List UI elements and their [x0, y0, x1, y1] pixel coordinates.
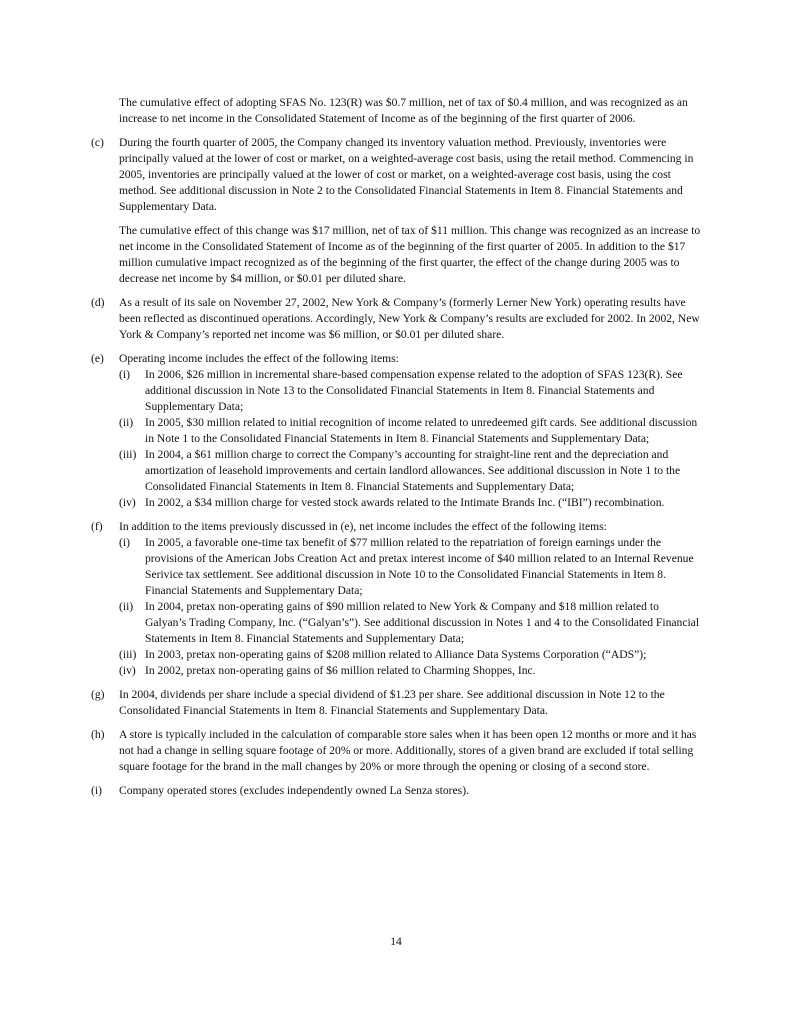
sub-item	[119, 367, 701, 415]
sub-item	[119, 599, 701, 647]
note-label: (g)	[91, 688, 105, 701]
note-text: The cumulative effect of this change was $17 million, net of tax of $11 million. This change was recognized as an increase to net income in the Consolidated Statement of Income as of the beginning of the first quarter of 2005. In addition to the $17 million cumulative impact recognized as of the beginning of the first quarter, the effect of the change during 2005 was to decrease net income by $4 million, or $0.01 per diluted share.	[119, 224, 701, 285]
sub-item-text: In 2003, pretax non-operating gains of $208 million related to Alliance Data Systems Corporation (“ADS”);	[145, 648, 647, 661]
sub-item-label: (iii)	[119, 448, 137, 461]
sub-item	[119, 663, 701, 679]
sub-item	[119, 447, 701, 495]
sub-item-text: In 2004, pretax non-operating gains of $90 million related to New York & Company and $18 million related to Galyan’s Trading Company, Inc. (“Galyan’s”). See additional discussion in Notes 1 and 4 to the Consolidated Financial Statements in Item 8. Financial Statements and Supplementary Data;	[145, 600, 700, 645]
sub-item-text: In 2005, $30 million related to initial recognition of income related to unredeemed gift cards. See additional discussion in Note 1 to the Consolidated Financial Statements in Item 8. Financial Statements and Supplementary Data;	[145, 416, 698, 445]
sub-item-text: In 2004, a $61 million charge to correct the Company’s accounting for straight-line rent and the depreciation and amortization of leasehold improvements and certain landlord allowances. See additional discussion in Note 1 to the Consolidated Financial Statements in Item 8. Financial Statements and Supplementary Data;	[145, 448, 681, 493]
sub-item	[119, 415, 701, 447]
note-e	[91, 351, 701, 511]
sub-item	[119, 535, 701, 599]
note-i	[91, 783, 701, 799]
sfas-123r-paragraph: The cumulative effect of adopting SFAS No. 123(R) was $0.7 million, net of tax of $0.4 million, and was recognized as an increase to net income in the Consolidated Statement of Income as of the beginning of the first quarter of 2006.	[119, 96, 688, 125]
sub-item	[119, 647, 701, 663]
note-label: (i)	[91, 784, 102, 797]
note-c	[91, 135, 701, 287]
sub-item-label: (ii)	[119, 416, 134, 429]
note-h	[91, 727, 701, 775]
page-number: 14	[390, 935, 402, 948]
note-label: (f)	[91, 520, 103, 533]
sub-item-text: In 2002, a $34 million charge for vested stock awards related to the Intimate Brands Inc. (“IBI”) recombination.	[145, 496, 665, 509]
note-text: As a result of its sale on November 27, 2002, New York & Company’s (formerly Lerner New York) operating results have been reflected as discontinued operations. Accordingly, New York & Company’s results are excluded for 2002. In 2002, New York & Company’s reported net income was $6 million, or $0.01 per diluted share.	[119, 296, 700, 341]
note-text: In addition to the items previously discussed in (e), net income includes the effect of the following items:	[119, 520, 607, 533]
sub-item-label: (iv)	[119, 664, 136, 677]
footnotes	[91, 95, 701, 799]
note-f	[91, 519, 701, 679]
note-text: Operating income includes the effect of the following items:	[119, 352, 399, 365]
note-label: (e)	[91, 352, 104, 365]
sub-item-label: (iii)	[119, 648, 137, 661]
sub-item-text: In 2005, a favorable one-time tax benefit of $77 million related to the repatriation of foreign earnings under the provisions of the American Jobs Creation Act and pretax interest income of $40 million related to an Internal Revenue Serivice tax settlement. See additional discussion in Note 10 to the Consolidated Financial Statements in Item 8. Financial Statements and Supplementary Data;	[145, 536, 694, 597]
sub-item	[119, 495, 701, 511]
note-label: (h)	[91, 728, 105, 741]
sub-item-label: (i)	[119, 368, 130, 381]
sub-item-label: (ii)	[119, 600, 134, 613]
sub-item-label: (i)	[119, 536, 130, 549]
note-text: In 2004, dividends per share include a special dividend of $1.23 per share. See additional discussion in Note 12 to the Consolidated Financial Statements in Item 8. Financial Statements and Supplementary Data.	[119, 688, 665, 717]
sub-item-text: In 2002, pretax non-operating gains of $6 million related to Charming Shoppes, Inc.	[145, 664, 536, 677]
note-label: (d)	[91, 296, 105, 309]
note-d	[91, 295, 701, 343]
sub-item-label: (iv)	[119, 496, 136, 509]
note-text: Company operated stores (excludes independently owned La Senza stores).	[119, 784, 469, 797]
note-g	[91, 687, 701, 719]
note-label: (c)	[91, 136, 104, 149]
sub-item-text: In 2006, $26 million in incremental share-based compensation expense related to the adoption of SFAS 123(R). See additional discussion in Note 13 to the Consolidated Financial Statements in Item 8. Financial Statements and Supplementary Data;	[145, 368, 683, 413]
note-text: During the fourth quarter of 2005, the Company changed its inventory valuation method. Previously, inventories were principally valued at the lower of cost or market, on a weighted-average cost basis, using the retail method. Commencing in 2005, inventories are principally valued at the lower of cost or market, on a weighted-average cost basis, using the cost method. See additional discussion in Note 2 to the Consolidated Financial Statements in Item 8. Financial Statements and Supplementary Data.	[119, 136, 694, 213]
note-text: A store is typically included in the calculation of comparable store sales when it has been open 12 months or more and it has not had a change in selling square footage of 20% or more. Additionally, stores of a given brand are excluded if total selling square footage for the brand in the mall changes by 20% or more through the opening or closing of a second store.	[119, 728, 697, 773]
